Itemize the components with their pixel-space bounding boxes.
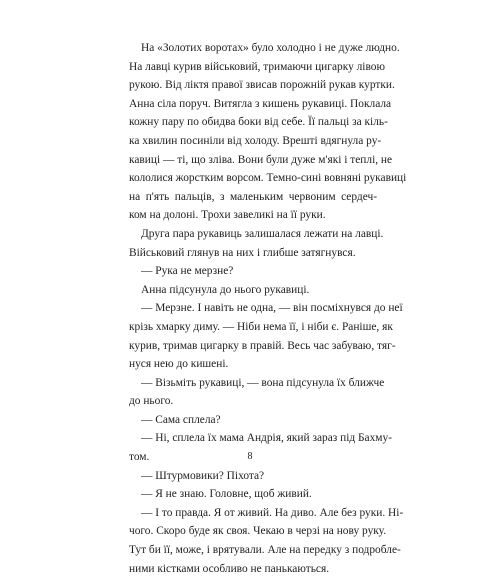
page-number: 8 xyxy=(247,451,253,462)
text-line: — Мерзне. І навіть не одна, — він посміхнувся до неї xyxy=(141,302,403,315)
text-line: курив, тримав цигарку в правій. Весь час забуваю, тяг- xyxy=(129,339,396,352)
main-text xyxy=(129,39,407,578)
text-line: — Сама сплела? xyxy=(141,413,221,426)
text-line: том. xyxy=(129,451,150,464)
text-line: кавиці — ті, що зліва. Вони були дуже м'які і теплі, не xyxy=(129,153,393,166)
text-line: чого. Скоро буде як своя. Чекаю в черзі на нову руку. xyxy=(129,525,387,538)
text-line: — І то правда. Я от живий. На диво. Але без руки. Ні- xyxy=(141,506,404,519)
text-line: — Штурмовики? Піхота? xyxy=(141,469,265,482)
text-line: — Я не знаю. Головне, щоб живий. xyxy=(141,488,312,501)
text-line: — Ні, сплела їх мама Андрія, який зараз під Бахму- xyxy=(141,432,392,445)
text-line: Анна підсунула до нього рукавиці. xyxy=(141,283,310,296)
text-line: рукою. Від ліктя правої звисав порожній рукав куртки. xyxy=(129,79,395,92)
text-line: крізь хмарку диму. — Ніби нема її, і ніби є. Раніше, як xyxy=(129,320,393,333)
text-line: до нього. xyxy=(129,395,174,408)
text-line: кололися жорстким ворсом. Темно-сині вовняні рукавиці xyxy=(129,172,407,185)
text-line: Тут би її, може, і врятували. Але на передку з подробле- xyxy=(129,544,401,557)
text-line: Військовий глянув на них і глибше затягнувся. xyxy=(129,246,356,259)
text-line: нуся нею до кишені. xyxy=(129,358,229,371)
text-line: — Візьміть рукавиці, — вона підсунула їх ближче xyxy=(141,376,385,389)
text-line: ка хвилин посиніли від холоду. Врешті вдягнула ру- xyxy=(129,134,382,147)
text-line: на п'ять пальців, з маленьким червоним сердеч- xyxy=(129,190,377,203)
text-line: ком на долоні. Трохи завеликі на її руки. xyxy=(129,209,326,222)
text-line: ними кістками особливо не панькаються. xyxy=(129,562,330,575)
text-line: На лавці курив військовий, тримаючи цигарку лівою xyxy=(129,60,385,73)
text-line: На «Золотих воротах» було холодно і не дуже людно. xyxy=(141,42,400,54)
text-line: кожну пару по обидва боки від себе. Її пальці за кіль- xyxy=(129,116,388,129)
text-line: Друга пара рукавиць залишалася лежати на лавці. xyxy=(141,227,384,240)
text-line: — Рука не мерзне? xyxy=(141,265,234,278)
text-line: Анна сіла поруч. Витягла з кишень рукавиці. Поклала xyxy=(129,97,392,110)
